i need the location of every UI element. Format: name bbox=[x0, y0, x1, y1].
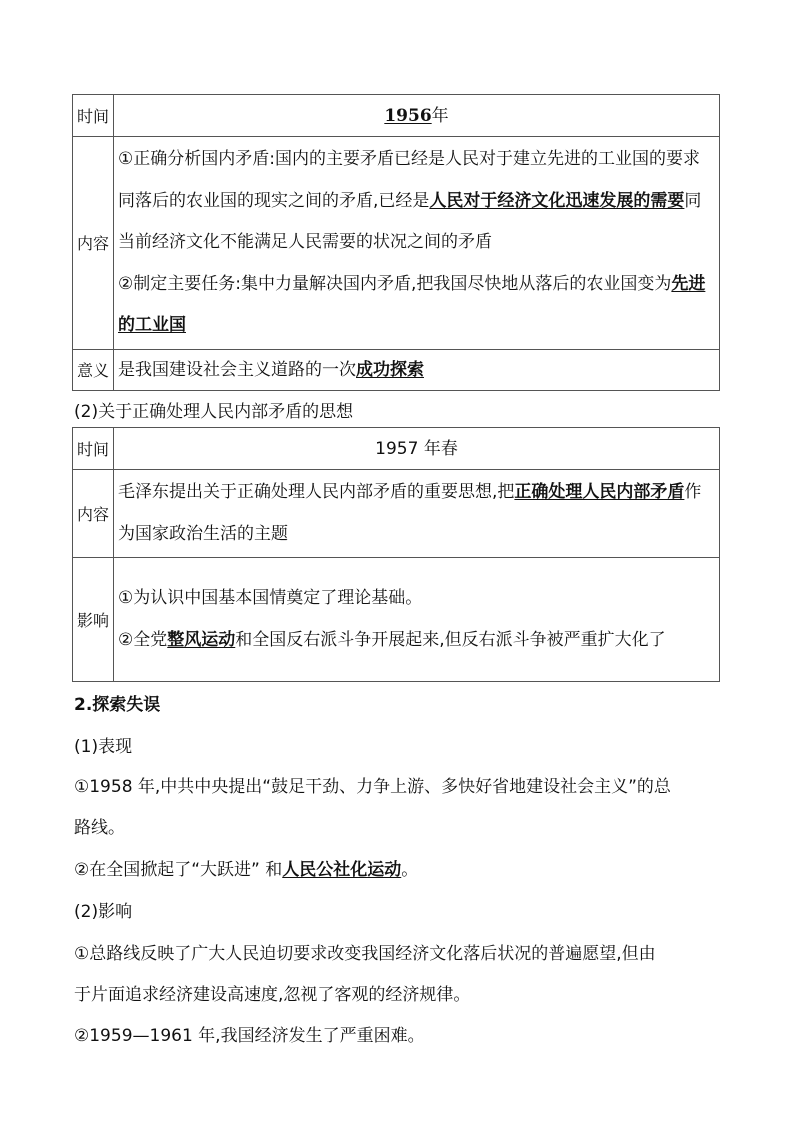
impact-text: 和全国反右派斗争开展起来,但反右派斗争被严重扩大化了 bbox=[235, 629, 666, 650]
time-value bbox=[114, 95, 720, 137]
impact-text: ②全党 bbox=[118, 629, 168, 650]
body-line: 路线。 bbox=[74, 818, 125, 838]
impact-cell bbox=[114, 558, 720, 682]
section-heading: 2.探索失误 bbox=[74, 695, 161, 715]
impact-item-1: ①为认识中国基本国情奠定了理论基础。 bbox=[118, 588, 423, 608]
body-line: 于片面追求经济建设高速度,忽视了客观的经济规律。 bbox=[74, 985, 471, 1005]
highlight-keyword: 成功探索 bbox=[356, 359, 424, 380]
highlight-keyword: 先进的工业国 bbox=[118, 273, 706, 335]
content-cell bbox=[114, 470, 720, 558]
body-text: ②在全国掀起了“大跃进” 和 bbox=[74, 860, 283, 880]
body-line: ①总路线反映了广大人民迫切要求改变我国经济文化落后状况的普遍愿望,但由 bbox=[74, 944, 656, 964]
content-text: 作为国家政治生活的主题 bbox=[118, 482, 702, 544]
table-row bbox=[73, 349, 720, 390]
table-row bbox=[73, 137, 720, 350]
content-paragraph-2 bbox=[118, 264, 715, 347]
content-label: 内容 bbox=[73, 137, 114, 350]
content-text: ②制定主要任务:集中力量解决国内矛盾,把我国尽快地从落后的农业国变为 bbox=[118, 273, 672, 294]
table-row bbox=[73, 95, 720, 137]
content-text: ①正确分析国内矛盾:国内的主要矛盾已经是人民对于建立先进的工业国的要求同落后的农业国的现实之间的矛盾,已经是 bbox=[118, 149, 700, 211]
time-label: 时间 bbox=[73, 428, 114, 470]
subsection-title: (2)影响 bbox=[74, 902, 133, 922]
subsection-title: (1)表现 bbox=[74, 737, 133, 757]
significance-text: 是我国建设社会主义道路的一次 bbox=[118, 359, 356, 380]
content-text: 毛泽东提出关于正确处理人民内部矛盾的重要思想,把 bbox=[118, 482, 515, 502]
time-year-suffix: 年 bbox=[431, 105, 449, 126]
table-1957 bbox=[72, 427, 720, 682]
significance-label: 意义 bbox=[73, 349, 114, 390]
time-year: 1956 bbox=[384, 105, 432, 126]
impact-label: 影响 bbox=[73, 558, 114, 682]
body-line: ①1958 年,中共中央提出“鼓足干劲、力争上游、多快好省地建设社会主义”的总 bbox=[74, 777, 671, 797]
body-text: 。 bbox=[401, 860, 419, 880]
table-row bbox=[73, 470, 720, 558]
table-1956 bbox=[72, 94, 720, 391]
content-cell bbox=[114, 137, 720, 350]
table-row bbox=[73, 558, 720, 682]
time-value: 1957 年春 bbox=[114, 428, 720, 470]
highlight-keyword: 人民公社化运动 bbox=[282, 860, 402, 880]
table-row bbox=[73, 428, 720, 470]
content-label: 内容 bbox=[73, 470, 114, 558]
time-label: 时间 bbox=[73, 95, 114, 137]
impact-item-2 bbox=[118, 620, 715, 662]
content-paragraph-1 bbox=[118, 139, 715, 264]
significance-cell bbox=[114, 349, 720, 390]
highlight-keyword: 正确处理人民内部矛盾 bbox=[514, 482, 685, 502]
highlight-keyword: 整风运动 bbox=[167, 629, 236, 650]
section-title: (2)关于正确处理人民内部矛盾的思想 bbox=[74, 402, 354, 422]
body-line bbox=[74, 855, 418, 880]
content-text: 同当前经济文化不能满足人民需要的状况之间的矛盾 bbox=[118, 190, 702, 252]
body-line: ②1959—1961 年,我国经济发生了严重困难。 bbox=[74, 1026, 425, 1046]
highlight-keyword: 人民对于经济文化迅速发展的需要 bbox=[429, 190, 685, 211]
